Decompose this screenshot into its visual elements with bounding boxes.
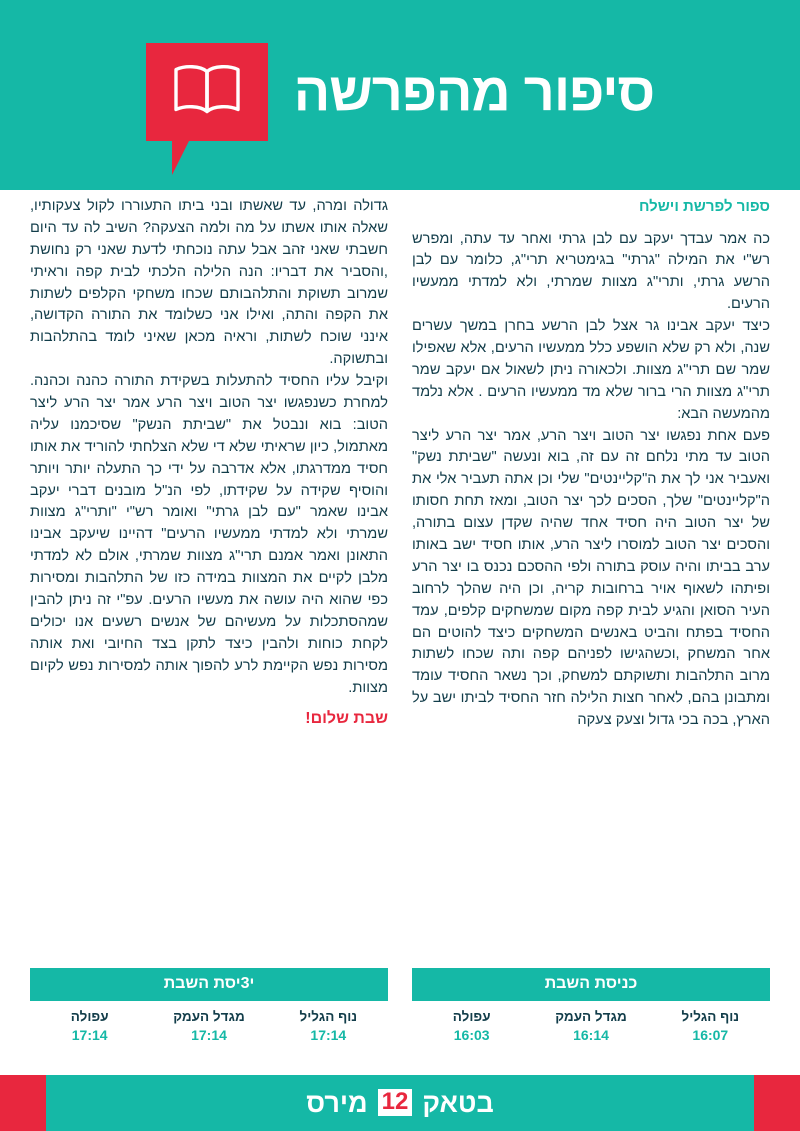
- time-value: 16:07: [692, 1027, 729, 1043]
- logo-speech-bubble: [146, 43, 268, 141]
- section-title: ספור לפרשת וישלח: [638, 198, 770, 215]
- table-cell: [149, 1001, 268, 1053]
- shabbat-times-section: [0, 968, 800, 1058]
- time-value: 16:14: [573, 1027, 609, 1043]
- table-cell: [651, 1001, 770, 1053]
- time-value: 17:14: [310, 1027, 347, 1043]
- table-row: [412, 1001, 770, 1053]
- city-label: נוף הגליל: [681, 1009, 740, 1024]
- column-left: [30, 196, 388, 956]
- page-title: סיפור מהפרשה: [293, 62, 655, 122]
- time-value: 16:03: [453, 1027, 490, 1043]
- table-title: י3יסת השבת: [30, 968, 388, 1001]
- table-title: כניסת השבת: [412, 968, 770, 1001]
- article-body: [0, 196, 800, 956]
- paragraph: כה אמר עבדך יעקב עם לבן גרתי ואחר עד עתה, ומפרש רש"י את המילה "גרתי" בגימטריא תרי"ג, כלומר עם לבן הרשע גרתי, ותרי"ג מצוות שמרתי, ולא למדתי ממעשיו הרעים.: [412, 230, 770, 313]
- table-cell: [269, 1001, 388, 1053]
- city-label: נוף הגליל: [299, 1009, 358, 1024]
- header-content: [0, 0, 800, 190]
- table-cell: [412, 1001, 531, 1053]
- brand-number-badge: 12: [378, 1089, 413, 1116]
- column-right: [412, 196, 770, 956]
- page-header: [0, 0, 800, 190]
- city-label: מגדל העמק: [173, 1009, 245, 1024]
- table-shabbat-entry: [412, 968, 770, 1053]
- table-cell: [531, 1001, 650, 1053]
- city-label: עפולה: [452, 1009, 491, 1024]
- table-row: [30, 1001, 388, 1053]
- open-book-icon: [171, 63, 243, 122]
- time-value: 17:14: [71, 1027, 108, 1043]
- brand-name-left: בטאק: [422, 1087, 494, 1118]
- page-footer: [0, 1075, 800, 1131]
- table-shabbat-exit: [30, 968, 388, 1053]
- paragraph: כיצד יעקב אבינו גר אצל לבן הרשע בחרן במשך עשרים שנה, ולא רק שלא הושפע כלל ממעשיו הרעים, אלא שאפילו שמר שם תרי"ג מצוות. ולכאורה ניתן לשאול אם יעקב שמר תרי"ג מצוות הרי ברור שלא מד ממעשיו הרעים . אלא נלמד מהמעשה הבא:: [412, 318, 770, 422]
- time-value: 17:14: [191, 1027, 227, 1043]
- footer-brand: [0, 1075, 800, 1131]
- table-cell: [30, 1001, 149, 1053]
- paragraph: וקיבל עליו החסיד להתעלות בשקידת התורה כהנה וכהנה. למחרת כשנפגשו יצר הטוב ויצר הרע אמר יצר הרע ליצר הטוב: בוא ונבטל את "שביתת הנשק" שסיכמנו עליה מאתמול, כיון שראיתי שלא די שלא הצלחתי להוריד את אותו חסיד ממדרגתו, אלא אדרבה על ידי כך התעלה יותר ויותר והוסיף שקידה על שקידתו, לפי הנ"ל מובנים דברי יעקב אבינו שאמר "עם לבן גרתי" ואומר רש"י "ותרי"ג מצוות שמרתי ולא למדתי ממעשיו הרעים" דהיינו שיעקב אבינו התאונן ואמר אמנם תרי"ג מצוות שמרתי, אולם לא למדתי מלבן לקיים את המצוות במידה כזו של התלהבות ומסירות כפי שהוא היה עושה את מעשיו הרעים. עפ"י זה ניתן להבין שמהסתכלות על מעשיהם של אנשים רשעים אנו יכולים לקחת כוחות ולהבין כיצד לתקן בצד החיובי ואת אותה מסירות נפש הקיימת לרע להפוך אותה למסירות נפש לקיום מצוות.: [30, 373, 388, 696]
- city-label: מגדל העמק: [555, 1009, 627, 1024]
- closing-greeting: שבת שלום!: [305, 710, 388, 728]
- city-label: עפולה: [70, 1009, 109, 1024]
- brand-name-right: מירס: [306, 1087, 368, 1118]
- paragraph: פעם אחת נפגשו יצר הטוב ויצר הרע, אמר יצר הרע ליצר הטוב עד מתי נלחם זה עם זה, בוא ונעשה "שביתת נשק" ואעביר אני לך את ה"קליינטים" שלי וכן אתה תעביר אלי את ה"קליינטים" שלך, הסכים לכך יצר הטוב, ומאז תחת חסותו של יצר הטוב היה חסיד אחד שהיה שקדן עצום בתורה, והסכים יצר הטוב למוסרו ליצר הרע, אותו חסיד ישב באותו ערב בביתו והיה עוסק בתורה ולפי ההסכם נכנס בו יצר הרע ופיתהו לשאוף אויר ברחובות קריה, וכן היה שהלך לרחוב העיר הסואן והגיע לבית קפה מקום שמשחקים קלפים, עמד החסיד בפתח והביט באנשים המשחקים כיצד להוטים הם אחר המשחק ,וכשהגישו לפניהם קפה ותה שכחו לשתות מרוב התלהבות ותשוקתם למשחק, וכך נשאר החסיד עומד ומתבונן בהם, לאחר חצות הלילה חזר החסיד לביתו ישב על הארץ, בכה בכי גדול וצעק צעקה: [412, 427, 770, 729]
- paragraph: גדולה ומרה, עד שאשתו ובני ביתו התעוררו לקול צעקותיו, שאלה אותו אשתו על מה ולמה הצעקה? השיב לה עד היום חשבתי שאני זהב אבל עתה נוכחתי לדעת שאני רק נחושת ,והסביר את דבריו: הנה הלילה הלכתי לבית קפה וראיתי שמרוב תשוקת והתלהבותם שכחו משחקי הקלפים לשתות את הקפה והתה, ואילו אני כשלומד את התורה הקדושה, אינני שוכח לשתות, וראיה מכאן שאיני לומד בהתלהבות ובתשוקה.: [30, 198, 388, 368]
